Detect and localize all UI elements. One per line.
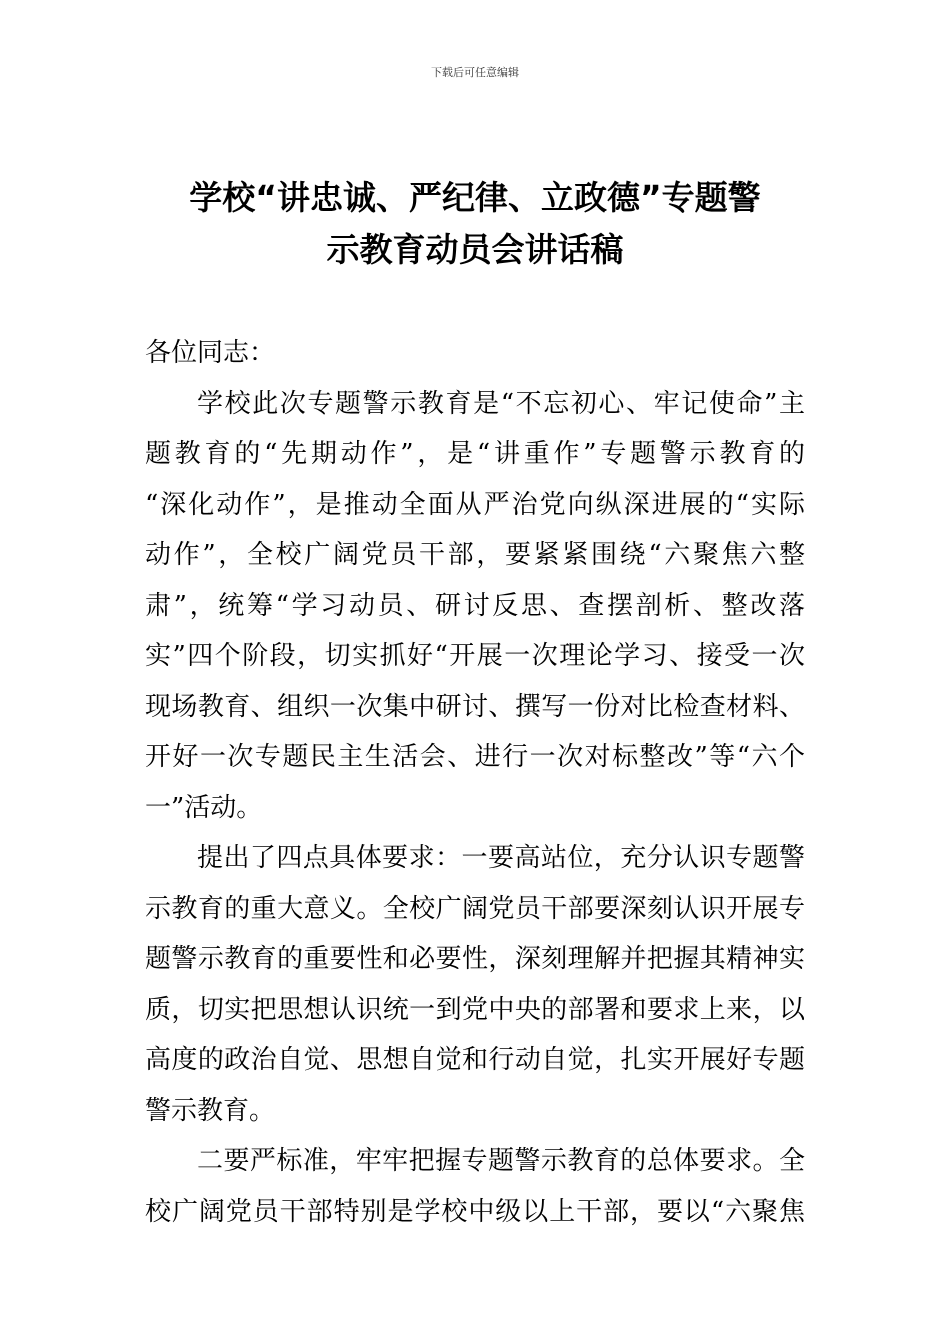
paragraph-2-line-4: 质，切实把思想认识统一到党中央的部署和要求上来，以 — [145, 994, 805, 1025]
paragraph-2-line-3: 题警示教育的重要性和必要性，深刻理解并把握其精神实 — [145, 944, 805, 974]
document-title-line-1: 学校“讲忠诚、严纪律、立政德”专题警 — [189, 178, 761, 217]
header-note: 下载后可任意编辑 — [431, 66, 519, 79]
paragraph-1-line-3: “深化动作”，是推动全面从严治党向纵深进展的“实际 — [145, 489, 805, 520]
paragraph-1-line-6: 实”四个阶段，切实抓好“开展一次理论学习、接受一次 — [145, 641, 805, 671]
paragraph-3 — [145, 1136, 805, 1237]
salutation-line: 各位同志： — [145, 338, 276, 368]
paragraph-1-line-1: 学校此次专题警示教育是“不忘初心、牢记使命”主 — [197, 388, 805, 419]
paragraph-2-line-1: 提出了四点具体要求：一要高站位，充分认识专题警 — [197, 843, 805, 873]
paragraph-3-line-2: 校广阔党员干部特别是学校中级以上干部，要以“六聚焦 — [145, 1196, 805, 1227]
document-title — [145, 172, 805, 276]
paragraph-2-line-6: 警示教育。 — [145, 1095, 276, 1126]
paragraph-1 — [145, 379, 805, 834]
salutation — [145, 328, 805, 379]
paragraph-1-line-9: 一”活动。 — [145, 792, 263, 823]
paragraph-1-line-2: 题教育的“先期动作”，是“讲重作”专题警示教育的 — [145, 439, 805, 469]
document-title-line-2: 示教育动员会讲话稿 — [326, 230, 624, 269]
document-body — [145, 328, 805, 1237]
paragraph-1-line-5: 肃”，统筹“学习动员、研讨反思、查摆剖析、整改落 — [145, 590, 805, 621]
paragraph-2 — [145, 833, 805, 1136]
paragraph-1-line-8: 开好一次专题民主生活会、进行一次对标整改”等“六个 — [145, 742, 805, 772]
paragraph-2-line-2: 示教育的重大意义。全校广阔党员干部要深刻认识开展专 — [145, 893, 805, 924]
paragraph-1-line-4: 动作”，全校广阔党员干部，要紧紧围绕“六聚焦六整 — [145, 540, 805, 570]
paragraph-2-line-5: 高度的政治自觉、思想自觉和行动自觉，扎实开展好专题 — [145, 1045, 805, 1075]
paragraph-1-line-7: 现场教育、组织一次集中研讨、撰写一份对比检查材料、 — [145, 691, 805, 722]
paragraph-3-line-1: 二要严标准，牢牢把握专题警示教育的总体要求。全 — [197, 1146, 805, 1176]
